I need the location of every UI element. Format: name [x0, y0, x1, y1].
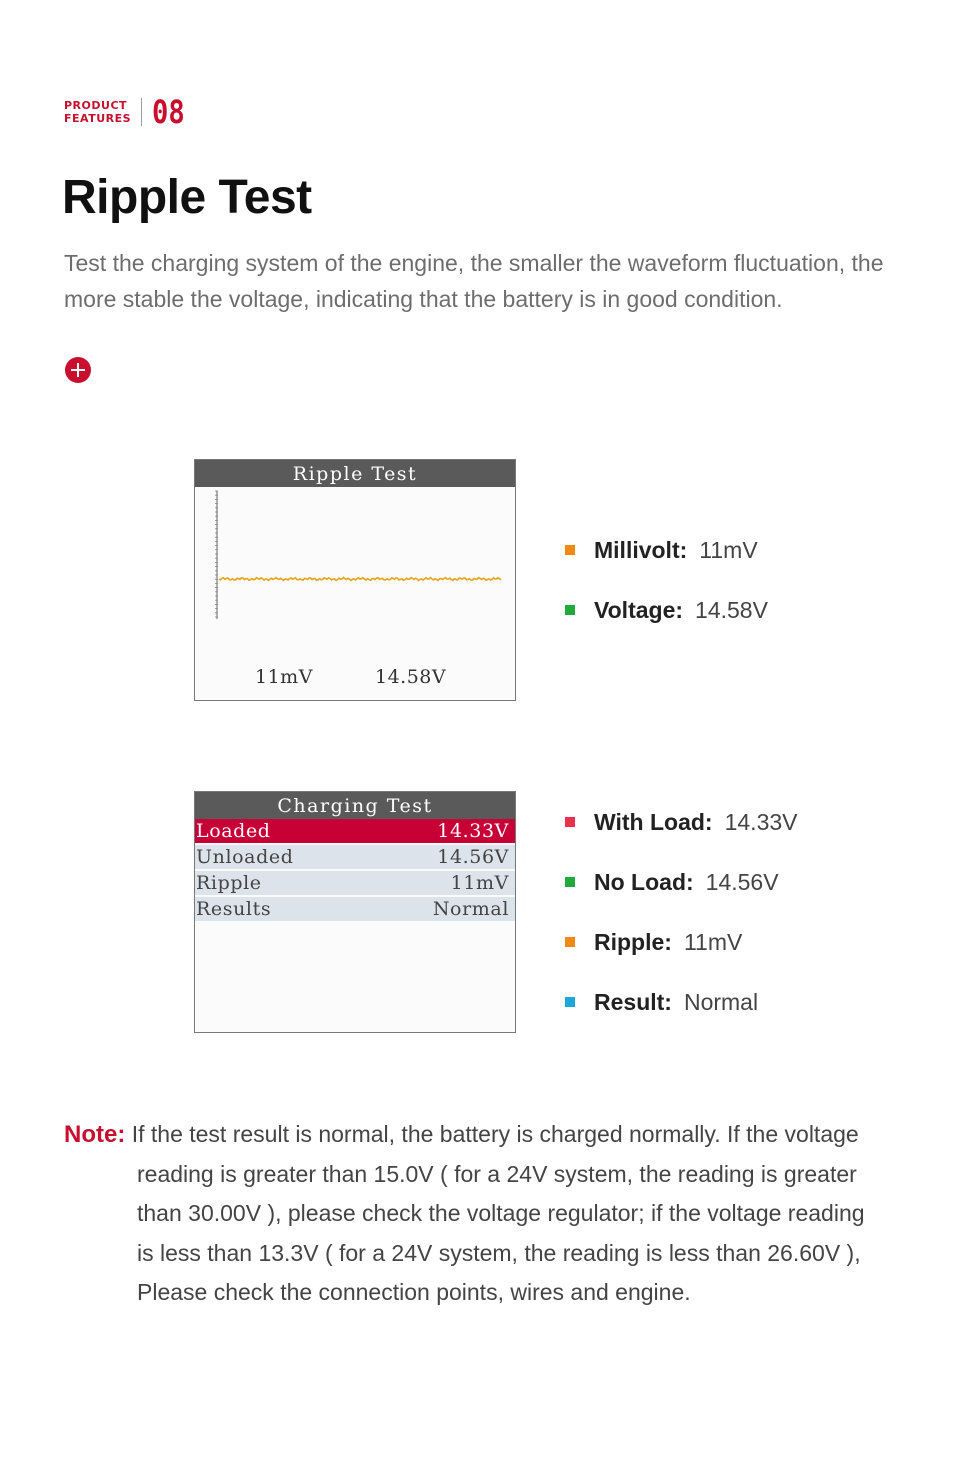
row-value: 14.33V [437, 820, 509, 842]
waveform-axis [215, 491, 218, 619]
legend-value: 14.56V [705, 868, 779, 895]
charging-row-unloaded [195, 845, 515, 869]
badge-line-features: FEATURES [64, 112, 132, 125]
badge-divider [141, 98, 142, 126]
charging-row-results [195, 897, 515, 921]
legend-bullet-icon [565, 937, 575, 947]
legend-bullet-icon [565, 605, 575, 615]
legend-value: 14.58V [695, 596, 768, 623]
legend-item-ripple [565, 912, 798, 972]
ripple-waveform-line [219, 578, 501, 581]
legend-value: 11mV [683, 928, 743, 955]
ripple-waveform-chart [195, 487, 515, 659]
row-value: Normal [432, 898, 509, 920]
row-name: Unloaded [196, 846, 294, 868]
legend-label: With Load: [594, 808, 713, 835]
section-badge [64, 93, 191, 131]
row-value: 14.56V [437, 846, 509, 868]
legend-label: No Load: [594, 868, 694, 895]
legend-bullet-icon [565, 545, 575, 555]
legend-item-result [565, 972, 798, 1032]
legend-value: 11mV [699, 536, 758, 563]
legend-bullet-icon [565, 877, 575, 887]
charging-test-screen [194, 791, 516, 1033]
badge-label [64, 99, 131, 125]
note-body: reading is greater than 15.0V ( for a 24V system, the reading is greater than 30.00V ), please check the voltage regulator; if the voltage reading is less than 13.3V ( for a 24V system, the reading is less than 26.60V ), Please check the connection points, wires and engine. [137, 1160, 865, 1305]
charging-legend [565, 792, 798, 1032]
badge-line-product: PRODUCT [64, 99, 128, 112]
note-label: Note: [64, 1121, 126, 1148]
note-first-line: If the test result is normal, the battery is charged normally. If the voltage [131, 1121, 859, 1147]
plus-icon[interactable] [65, 357, 91, 383]
intro-text: Test the charging system of the engine, the smaller the waveform fluctuation, the more stable the voltage, indicating that the battery is in good condition. [64, 250, 884, 312]
page-title: Ripple Test [62, 171, 312, 224]
note-paragraph [64, 1115, 884, 1313]
charging-row-loaded [195, 819, 515, 843]
legend-value: 14.33V [724, 808, 798, 835]
legend-value: Normal [683, 988, 759, 1015]
ripple-screen-title: Ripple Test [195, 460, 515, 487]
charging-row-ripple [195, 871, 515, 895]
legend-item-voltage [565, 580, 768, 640]
ripple-legend [565, 520, 768, 640]
legend-label: Ripple: [594, 928, 672, 955]
row-name: Results [196, 898, 272, 920]
row-name: Ripple [196, 872, 262, 894]
ripple-test-screen [194, 459, 516, 701]
badge-number: 08 [152, 93, 185, 131]
legend-item-no-load [565, 852, 798, 912]
legend-bullet-icon [565, 997, 575, 1007]
legend-item-millivolt [565, 520, 768, 580]
ripple-millivolt-reading: 11mV [255, 666, 313, 688]
legend-item-with-load [565, 792, 798, 852]
legend-label: Result: [594, 988, 672, 1015]
charging-screen-title: Charging Test [195, 792, 515, 819]
ripple-voltage-reading: 14.58V [375, 666, 447, 688]
legend-label: Voltage: [594, 596, 684, 623]
legend-bullet-icon [565, 817, 575, 827]
row-value: 11mV [450, 872, 509, 894]
legend-label: Millivolt: [594, 536, 688, 563]
row-name: Loaded [196, 820, 271, 842]
